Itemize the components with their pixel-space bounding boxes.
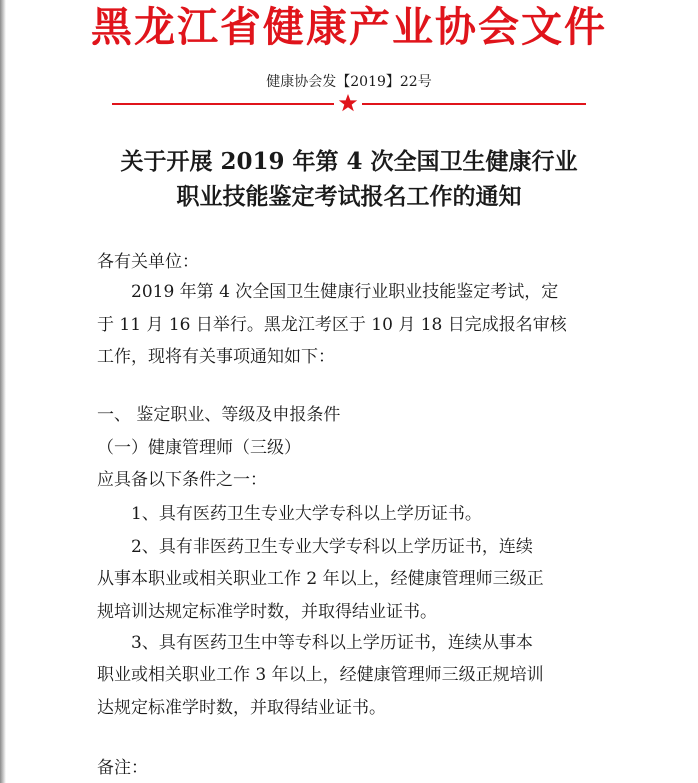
page-edge-shadow [0,0,6,783]
condition-3-line-2: 职业或相关职业工作 3 年以上，经健康管理师三级正规培训 [97,665,544,685]
org-header-title: 黑龙江省健康产业协会文件 [91,3,607,51]
notice-title-line-2: 职业技能鉴定考试报名工作的通知 [176,183,522,210]
condition-2-line-1: 2、具有非医药卫生专业大学专科以上学历证书，连续 [131,537,533,557]
condition-2-line-3: 规培训达规定标准学时数，并取得结业证书。 [97,602,437,622]
notice-title-line-1: 关于开展 2019 年第 4 次全国卫生健康行业 [120,148,578,175]
red-star-icon [338,93,358,113]
intro-paragraph-line-2: 于 11 月 16 日举行。黑龙江考区于 10 月 18 日完成报名审核 [97,315,567,335]
condition-3-line-3: 达规定标准学时数，并取得结业证书。 [97,698,386,718]
header-divider-left [112,103,334,105]
section-1-heading: 一、 鉴定职业、等级及申报条件 [97,405,341,425]
condition-1-line-1: 1、具有医药卫生专业大学专科以上学历证书。 [131,504,482,524]
remarks-heading: 备注： [97,758,148,778]
salutation: 各有关单位： [97,252,199,272]
intro-paragraph-line-1: 2019 年第 4 次全国卫生健康行业职业技能鉴定考试，定 [131,282,559,302]
condition-2-line-2: 从事本职业或相关职业工作 2 年以上，经健康管理师三级正 [97,569,544,589]
header-divider-right [362,103,586,105]
subsection-1-heading: （一）健康管理师（三级） [97,438,301,458]
condition-3-line-1: 3、具有医药卫生中等专科以上学历证书，连续从事本 [131,633,533,653]
conditions-intro: 应具备以下条件之一： [97,470,267,490]
document-number: 健康协会发【2019】22号 [266,74,432,90]
intro-paragraph-line-3: 工作，现将有关事项通知如下： [97,347,335,367]
